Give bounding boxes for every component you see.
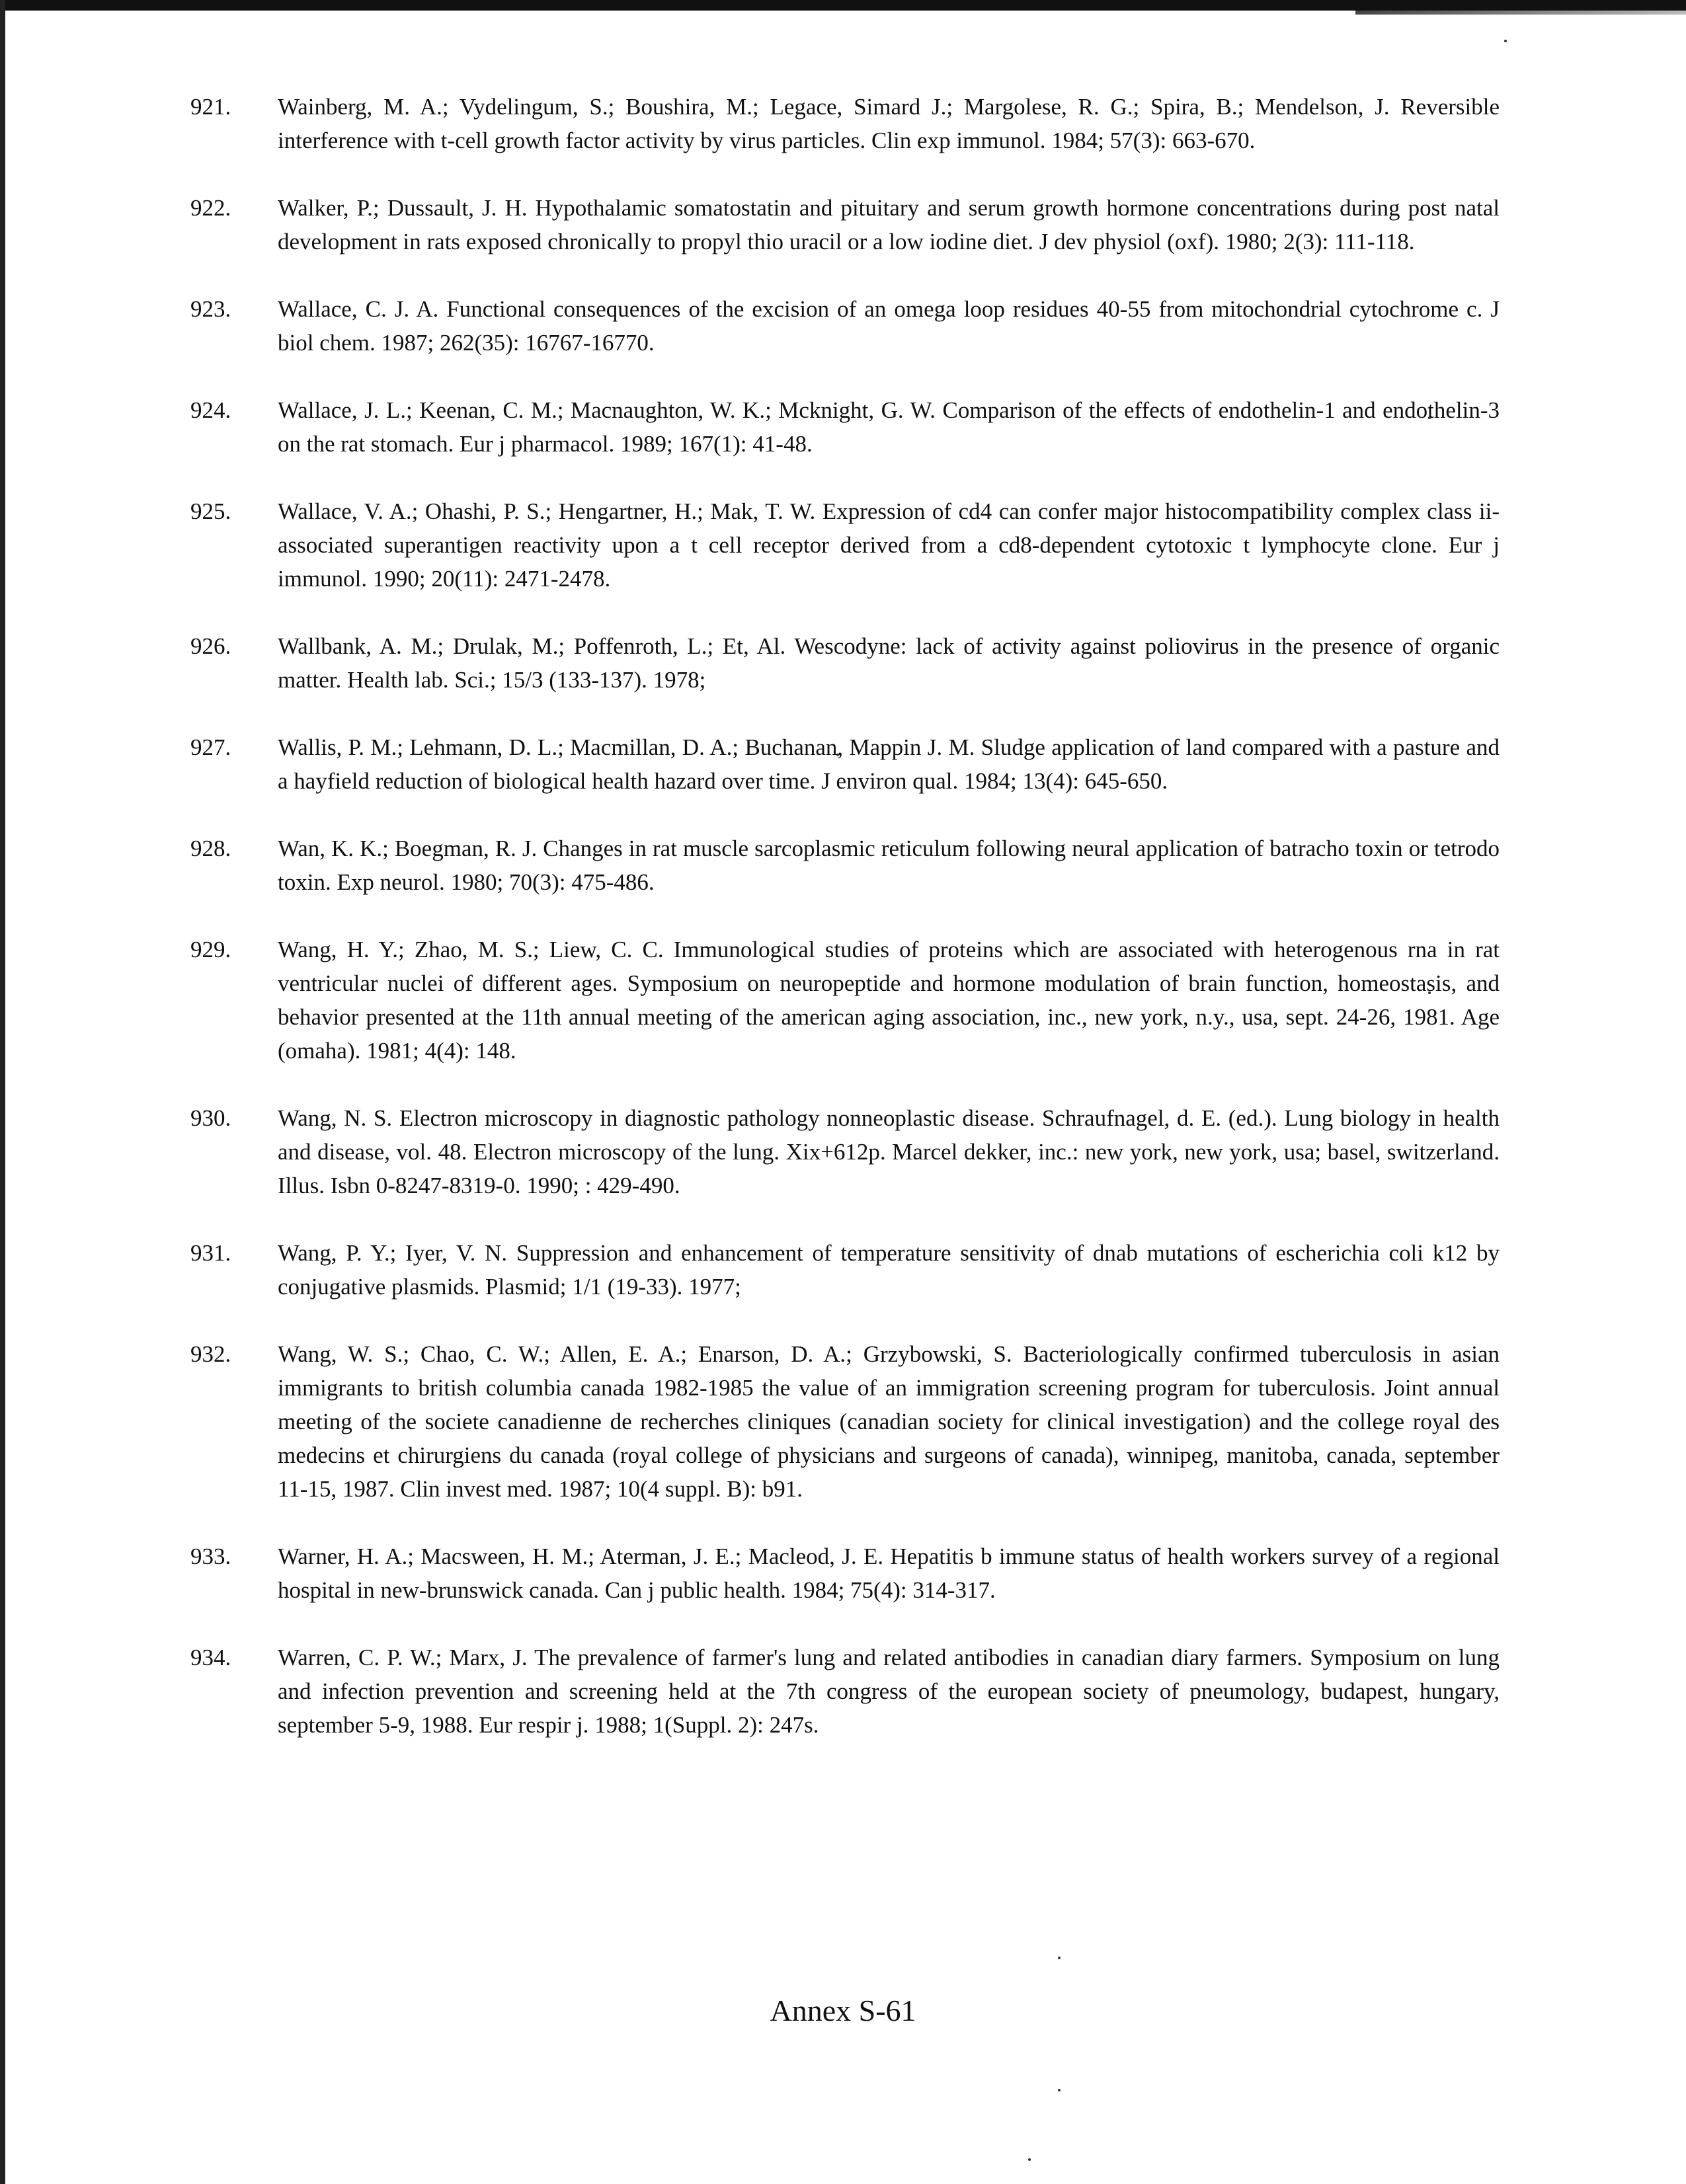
reference-text: Wallbank, A. M.; Drulak, M.; Poffenroth, L.; Et, Al. Wescodyne: lack of activity against poliovirus in the presence of organic matter. Health lab. Sci.; 15/3 (133-137). 1978; xyxy=(278,633,1500,693)
reference-number: 925. xyxy=(190,498,231,524)
reference-number: 934. xyxy=(190,1645,231,1670)
reference-entry xyxy=(190,1101,1500,1202)
reference-text: Wallis, P. M.; Lehmann, D. L.; Macmillan, D. A.; Buchanan, Mappin J. M. Sludge application of land compared with a pasture and a hayfield reduction of biological health hazard over time. J environ qual. 1984; 13(4): 645-650. xyxy=(278,734,1500,794)
reference-list xyxy=(190,90,1500,1775)
scan-speck xyxy=(1504,40,1507,42)
reference-text: Wallace, J. L.; Keenan, C. M.; Macnaughton, W. K.; Mcknight, G. W. Comparison of the effects of endothelin-1 and endothelin-3 on the rat stomach. Eur j pharmacol. 1989; 167(1): 41-48. xyxy=(278,397,1500,457)
reference-text: Walker, P.; Dussault, J. H. Hypothalamic somatostatin and pituitary and serum growth hormone concentrations during post natal development in rats exposed chronically to propyl thio uracil or a low iodine diet. J dev physiol (oxf). 1980; 2(3): 111-118. xyxy=(278,195,1500,254)
reference-entry xyxy=(190,1236,1500,1304)
reference-number: 921. xyxy=(190,94,231,120)
reference-text: Wang, H. Y.; Zhao, M. S.; Liew, C. C. Immunological studies of proteins which are associated with heterogenous rna in rat ventricular nuclei of different ages. Symposium on neuropeptide and hormone modulation of brain function, homeostasis, and behavior presented at the 11th annual meeting of the american aging association, inc., new york, n.y., usa, sept. 24-26, 1981. Age (omaha). 1981; 4(4): 148. xyxy=(278,937,1500,1064)
reference-number: 933. xyxy=(190,1543,231,1569)
reference-entry xyxy=(190,494,1500,596)
reference-number: 932. xyxy=(190,1341,231,1367)
reference-entry xyxy=(190,90,1500,157)
scan-speck xyxy=(1058,1957,1061,1959)
reference-number: 924. xyxy=(190,397,231,423)
reference-number: 927. xyxy=(190,734,231,760)
reference-text: Wallace, V. A.; Ohashi, P. S.; Hengartner, H.; Mak, T. W. Expression of cd4 can confer major histocompatibility complex class ii-associated superantigen reactivity upon a t cell receptor derived from a cd8-dependent cytotoxic t lymphocyte clone. Eur j immunol. 1990; 20(11): 2471-2478. xyxy=(278,498,1500,592)
reference-number: 930. xyxy=(190,1105,231,1131)
reference-entry xyxy=(190,393,1500,461)
reference-number: 929. xyxy=(190,937,231,962)
reference-text: Wang, N. S. Electron microscopy in diagnostic pathology nonneoplastic disease. Schraufnagel, d. E. (ed.). Lung biology in health and disease, vol. 48. Electron microscopy of the lung. Xix+612p. Marcel dekker, inc.: new york, new york, usa; basel, switzerland. Illus. Isbn 0-8247-8319-0. 1990; : 429-490. xyxy=(278,1105,1500,1198)
page-footer: Annex S-61 xyxy=(770,1994,916,2027)
reference-number: 922. xyxy=(190,195,231,221)
reference-number: 923. xyxy=(190,296,231,322)
reference-text: Wang, W. S.; Chao, C. W.; Allen, E. A.; Enarson, D. A.; Grzybowski, S. Bacteriologically confirmed tuberculosis in asian immigrants to british columbia canada 1982-1985 the value of an immigration screening program for tuberculosis. Joint annual meeting of the societe canadienne de recherches cliniques (canadian society for clinical investigation) and the college royal des medecins et chirurgiens du canada (royal college of physicians and surgeons of canada), winnipeg, manitoba, canada, september 11-15, 1987. Clin invest med. 1987; 10(4 suppl. B): b91. xyxy=(278,1341,1500,1502)
reference-entry xyxy=(190,292,1500,360)
scan-left-border xyxy=(0,0,5,2184)
reference-entry xyxy=(190,1540,1500,1607)
reference-text: Warner, H. A.; Macsween, H. M.; Aterman, J. E.; Macleod, J. E. Hepatitis b immune status of health workers survey of a regional hospital in new-brunswick canada. Can j public health. 1984; 75(4): 314-317. xyxy=(278,1543,1500,1603)
scan-speck xyxy=(1028,2158,1031,2161)
reference-entry xyxy=(190,1641,1500,1742)
reference-text: Wainberg, M. A.; Vydelingum, S.; Boushira, M.; Legace, Simard J.; Margolese, R. G.; Spira, B.; Mendelson, J. Reversible interference with t-cell growth factor activity by virus particles. Clin exp immunol. 1984; 57(3): 663-670. xyxy=(278,94,1500,153)
reference-entry xyxy=(190,629,1500,697)
reference-entry xyxy=(190,832,1500,899)
reference-entry xyxy=(190,1337,1500,1506)
scan-top-border xyxy=(0,0,1686,11)
reference-text: Warren, C. P. W.; Marx, J. The prevalence of farmer's lung and related antibodies in canadian diary farmers. Symposium on lung and infection prevention and screening held at the 7th congress of the european society of pneumology, budapest, hungary, september 5-9, 1988. Eur respir j. 1988; 1(Suppl. 2): 247s. xyxy=(278,1645,1500,1738)
reference-text: Wan, K. K.; Boegman, R. J. Changes in rat muscle sarcoplasmic reticulum following neural application of batracho toxin or tetrodo toxin. Exp neurol. 1980; 70(3): 475-486. xyxy=(278,836,1500,895)
reference-text: Wallace, C. J. A. Functional consequences of the excision of an omega loop residues 40-55 from mitochondrial cytochrome c. J biol chem. 1987; 262(35): 16767-16770. xyxy=(278,296,1500,356)
scan-top-border-fade xyxy=(1355,11,1686,15)
reference-number: 928. xyxy=(190,836,231,861)
reference-text: Wang, P. Y.; Iyer, V. N. Suppression and enhancement of temperature sensitivity of dnab mutations of escherichia coli k12 by conjugative plasmids. Plasmid; 1/1 (19-33). 1977; xyxy=(278,1240,1500,1300)
reference-number: 931. xyxy=(190,1240,231,1266)
reference-entry xyxy=(190,730,1500,798)
reference-entry xyxy=(190,933,1500,1068)
scan-speck xyxy=(1058,2089,1061,2091)
reference-number: 926. xyxy=(190,633,231,659)
reference-entry xyxy=(190,191,1500,258)
